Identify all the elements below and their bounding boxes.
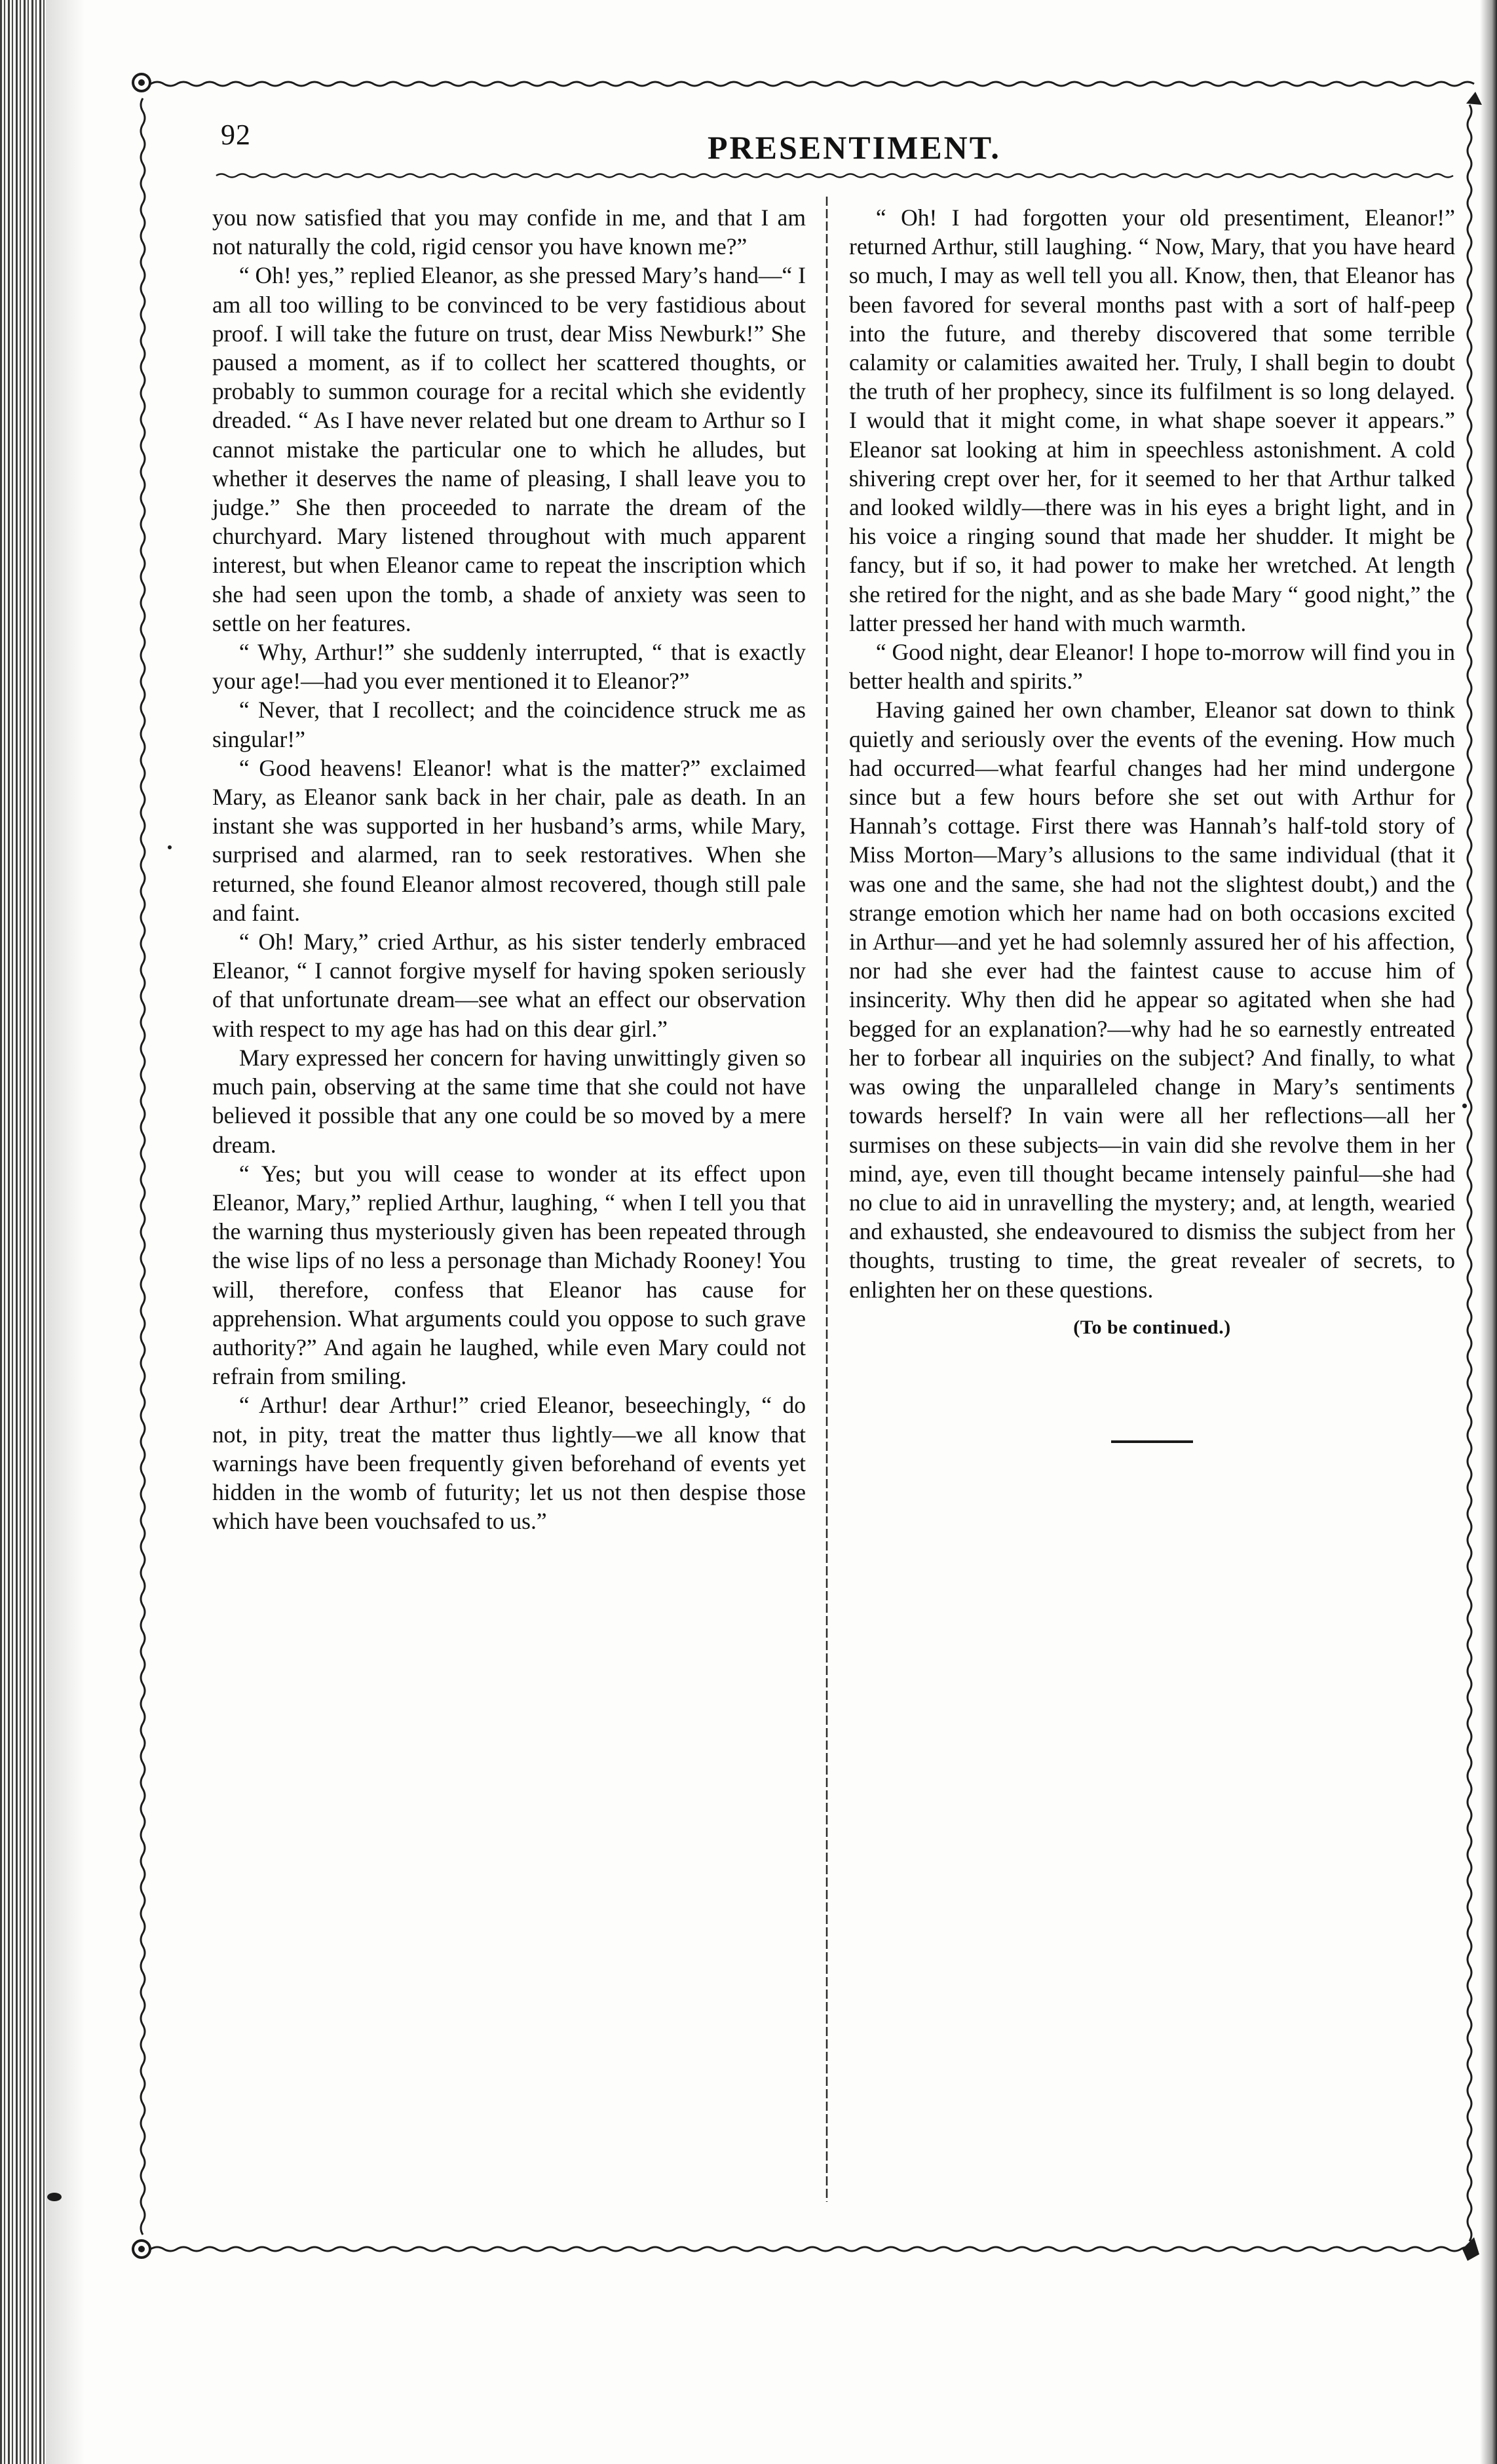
paragraph: “ Why, Arthur!” she suddenly interrupted, “ that is exactly your age!—had you ever mentioned it to Eleanor?” [212, 639, 806, 695]
paragraph: “ Oh! I had forgotten your old presentiment, Eleanor!” returned Arthur, still laughing. “ Now, Mary, that you have heard so much, I may as well tell you all. Know, then, that Eleanor has been favored for several months past with a sort of half-peep into the future, and thereby discovered that some terrible calamity or calamities awaited her. Truly, I shall begin to doubt the truth of her prophecy, since its fulfilment is so long delayed. I would that it might come, in what shape soever it appears.” Eleanor sat looking at him in speechless astonishment. A cold shivering crept over her, for it seemed to her that Arthur talked and looked wildly—there was in his eyes a bright light, and in his voice a ringing sound that made her shudder. It might be fancy, but if so, it had power to make her wretched. At length she retired for the night, and as she bade Mary “ good night,” the latter pressed her hand with much warmth. [849, 204, 1455, 636]
header-rule-wave [216, 174, 1453, 178]
corner-ornament-bottom-right [1462, 2237, 1479, 2261]
paragraph: you now satisfied that you may confide in me, and that I am not naturally the cold, rigid censor you have known me?” [212, 204, 806, 260]
paragraph: “ Good night, dear Eleanor! I hope to-morrow will find you in better health and spirits.” [849, 639, 1455, 695]
paragraph: “ Good heavens! Eleanor! what is the matter?” exclaimed Mary, as Eleanor sank back in her chair, pale as death. In an instant she was supported in her husband’s arms, while Mary, surprised and alarmed, ran to seek restoratives. When she returned, she found Eleanor almost recovered, though still pale and faint. [212, 754, 806, 926]
running-title: PRESENTIMENT. [708, 129, 1001, 166]
border-right-wave [1468, 105, 1471, 2241]
paragraph: “ Arthur! dear Arthur!” cried Eleanor, beseechingly, “ do not, in pity, treat the matter thus lightly—we all know that warnings have been frequently given beforehand of events yet hidden in the womb of futurity; let us not then despise those which have been vouchsafed to us.” [212, 1392, 806, 1535]
left-column [212, 203, 806, 1535]
border-top-wave [151, 82, 1474, 86]
corner-ornament-top-right [1466, 92, 1482, 105]
ink-speck [1462, 1104, 1467, 1108]
paragraph: Mary expressed her concern for having unwittingly given so much pain, observing at the same time that she could not have believed it possible that any one could be so moved by a mere dream. [212, 1044, 806, 1158]
corner-ornament-bottom-left [133, 2241, 150, 2258]
paragraph: “ Never, that I recollect; and the coincidence struck me as singular!” [212, 697, 806, 752]
page-number: 92 [221, 119, 251, 151]
to-be-continued-note: (To be continued.) [1073, 1316, 1231, 1338]
paragraph: “ Yes; but you will cease to wonder at its effect upon Eleanor, Mary,” replied Arthur, laughing, “ when I tell you that the warning thus mysteriously given has been repeated through the wise lips of no less a personage than Michady Rooney! You will, therefore, confess that Eleanor has cause for apprehension. What arguments could you oppose to such grave authority?” And again he laughed, while even Mary could not refrain from smiling. [212, 1160, 806, 1390]
border-bottom-wave [151, 2247, 1474, 2251]
paragraph: “ Oh! yes,” replied Eleanor, as she pressed Mary’s hand—“ I am all too willing to be convinced to be very fastidious about proof. I will take the future on trust, dear Miss Newburk!” She paused a moment, as if to collect her scattered thoughts, or probably to summon courage for a recital which she evidently dreaded. “ As I have never related but one dream to Arthur so I cannot mistake the particular one to which he alludes, but whether it deserves the name of pleasing, I shall leave you to judge.” She then proceeded to narrate the dream of the churchyard. Mary listened throughout with much apparent interest, but when Eleanor came to repeat the inscription which she had seen upon the tomb, a shade of anxiety was seen to settle on her features. [212, 262, 806, 636]
ink-speck [168, 845, 172, 849]
right-column [849, 203, 1455, 1443]
ink-blot [47, 2193, 62, 2201]
end-rule [1111, 1440, 1193, 1443]
corner-ornament-top-left [133, 74, 150, 91]
paragraph: Having gained her own chamber, Eleanor sat down to think quietly and seriously over the events of the evening. How much had occurred—what fearful changes had her mind undergone since but a few hours before she set out with Arthur for Hannah’s cottage. First there was Hannah’s half-told story of Miss Morton—Mary’s allusions to the same individual (that it was one and the same, she had not the slightest doubt,) and the strange emotion which her name had on both occasions excited in Arthur—and yet he had solemnly assured her of his affection, nor had she ever had the faintest cause to accuse him of insincerity. Why then did he appear so agitated when she had begged for an explanation?—why had he so earnestly entreated her to forbear all inquiries on the subject? And finally, to what was owing the unparalleled change in Mary’s sentiments towards herself? In vain were all her reflections—all her surmises on these subjects—in vain did she revolve them in her mind, aye, even till thought became intensely painful—she had no clue to aid in unravelling the mystery; and, at length, wearied and exhausted, she endeavoured to dismiss the subject from her thoughts, trusting to time, the great revealer of secrets, to enlighten her on these questions. [849, 697, 1455, 1303]
border-left-wave [141, 98, 145, 2235]
paragraph: “ Oh! Mary,” cried Arthur, as his sister tenderly embraced Eleanor, “ I cannot forgive myself for having spoken seriously of that unfortunate dream—see what an effect our observation with respect to my age has had on this dear girl.” [212, 929, 806, 1042]
